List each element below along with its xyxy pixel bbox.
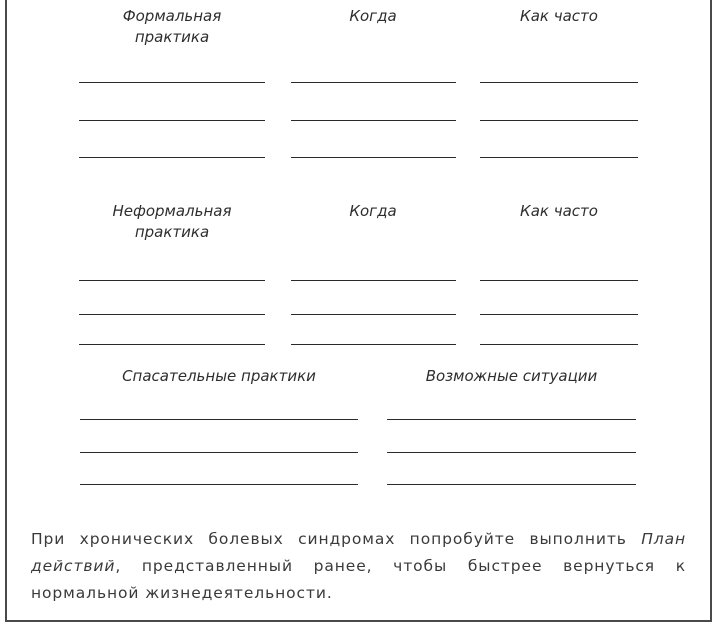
formal-when-line[interactable] (291, 157, 456, 158)
informal-frequency-line[interactable] (480, 344, 638, 345)
formal-frequency-line[interactable] (480, 82, 638, 83)
plan-of-action-emphasis: План действий (31, 529, 686, 575)
informal-practice-header: Неформальная практика (112, 202, 232, 241)
possible-situation-line[interactable] (387, 419, 636, 420)
paragraph-text-start: При хронических болевых синдромах попробуйте выполнить (31, 529, 642, 548)
paragraph-text-end: , представленный ранее, чтобы быстрее вернуться к нормальной жизнедеятельности. (31, 556, 686, 602)
possible-situation-line[interactable] (387, 452, 636, 453)
informal-when-line[interactable] (291, 280, 456, 281)
informal-when-line[interactable] (291, 344, 456, 345)
possible-situation-line[interactable] (387, 484, 636, 485)
instruction-paragraph (31, 526, 686, 607)
rescue-practices-header: Спасательные практики (122, 367, 316, 385)
formal-practice-line[interactable] (79, 82, 265, 83)
formal-when-line[interactable] (291, 82, 456, 83)
formal-when-header: Когда (349, 7, 397, 25)
rescue-practice-line[interactable] (80, 419, 358, 420)
informal-practice-line[interactable] (79, 280, 265, 281)
frame-left-border (5, 0, 7, 622)
informal-practice-line[interactable] (79, 314, 265, 315)
informal-frequency-line[interactable] (480, 280, 638, 281)
frame-right-border (710, 0, 712, 622)
formal-practice-header: Формальная практика (122, 7, 222, 46)
formal-frequency-line[interactable] (480, 120, 638, 121)
frame-bottom-border (5, 620, 712, 622)
formal-frequency-header: Как часто (520, 7, 598, 25)
formal-practice-line[interactable] (79, 120, 265, 121)
possible-situations-header: Возможные ситуации (425, 367, 598, 385)
formal-practice-line[interactable] (79, 157, 265, 158)
rescue-practice-line[interactable] (80, 452, 358, 453)
informal-when-header: Когда (349, 202, 397, 220)
informal-practice-line[interactable] (79, 344, 265, 345)
formal-frequency-line[interactable] (480, 157, 638, 158)
informal-frequency-line[interactable] (480, 314, 638, 315)
rescue-practice-line[interactable] (80, 484, 358, 485)
informal-frequency-header: Как часто (520, 202, 598, 220)
formal-when-line[interactable] (291, 120, 456, 121)
informal-when-line[interactable] (291, 314, 456, 315)
